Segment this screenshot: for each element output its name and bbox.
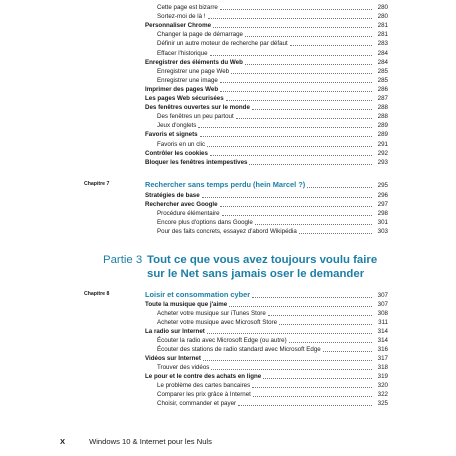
page-number: 283: [377, 40, 388, 48]
leader-dots: [222, 215, 372, 216]
toc-entry[interactable]: [0, 112, 456, 121]
page-number: 314: [377, 337, 388, 344]
toc-entry-label: Stratégies de base: [145, 192, 200, 199]
toc-entry-label: La radio sur Internet: [145, 328, 205, 335]
toc-entry-label: Des fenêtres un peu partout: [157, 113, 234, 121]
toc-entry-label: Définir un autre moteur de recherche par défaut: [157, 40, 288, 48]
toc-entry-label: Enregistrer une page Web: [157, 67, 230, 75]
toc-entry-label: Toute la musique que j'aime: [145, 301, 228, 308]
leader-dots: [245, 64, 372, 65]
page-number: 286: [377, 85, 388, 93]
page-number: 297: [377, 200, 388, 208]
leader-dots: [279, 324, 372, 325]
toc-entry-label: Enregistrer une image: [157, 76, 218, 84]
toc-entry[interactable]: [0, 121, 456, 130]
toc-entry-label: Le problème des cartes bancaires: [157, 382, 251, 389]
leader-dots: [252, 109, 372, 110]
page-number: 281: [377, 31, 388, 39]
toc-entry[interactable]: [0, 318, 456, 327]
toc-entry[interactable]: [0, 399, 456, 408]
leader-dots: [238, 405, 372, 406]
chapter-7-heading[interactable]: [0, 179, 456, 190]
page-number: 298: [377, 209, 388, 217]
page-number: 314: [377, 328, 388, 335]
leader-dots: [226, 100, 372, 101]
page-number: 293: [377, 158, 388, 166]
toc-entry-label: Les pages Web sécurisées: [145, 95, 224, 102]
toc-entry-label: Favoris en un clic: [157, 140, 206, 148]
page-number: 307: [377, 292, 388, 299]
toc-entry[interactable]: [0, 3, 456, 12]
toc-entry[interactable]: [0, 103, 456, 112]
page-number: 287: [377, 95, 388, 102]
leader-dots: [207, 333, 372, 334]
toc-entry-label: Jeux d'onglets: [157, 122, 197, 130]
leader-dots: [236, 118, 372, 119]
page-number: 285: [377, 76, 388, 84]
leader-dots: [208, 18, 373, 19]
toc-entry-label: Personnaliser Chrome: [145, 22, 212, 30]
toc-entry[interactable]: [0, 76, 456, 85]
toc-entry[interactable]: [0, 336, 456, 345]
leader-dots: [249, 164, 372, 165]
toc-entry-label: Bloquer les fenêtres intempestives: [145, 158, 248, 166]
page-number: 288: [377, 113, 388, 121]
chapter-tag: Chapitre 8: [84, 291, 110, 297]
leader-dots: [263, 378, 372, 379]
page-number: 308: [377, 310, 388, 317]
toc-entry-label: Changer la page de démarrage: [157, 31, 243, 39]
toc-entry[interactable]: [0, 149, 456, 158]
toc-entry-label: Acheter votre musique sur iTunes Store: [157, 310, 266, 317]
leader-dots: [229, 306, 372, 307]
leader-dots: [203, 360, 372, 361]
page-number: 280: [377, 4, 388, 11]
page-number: 288: [377, 104, 388, 112]
leader-dots: [220, 9, 372, 10]
toc-entry[interactable]: [0, 67, 456, 76]
page-number: 325: [377, 400, 388, 407]
toc-entry-label: Vidéos sur Internet: [145, 355, 201, 362]
page-number: 311: [378, 319, 388, 326]
toc-entry[interactable]: [0, 372, 456, 381]
leader-dots: [245, 36, 372, 37]
toc-entry-label: Écouter des stations de radio standard avec Microsoft Edge: [157, 346, 321, 353]
page-number: 284: [377, 58, 388, 66]
leader-dots: [307, 187, 372, 188]
leader-dots: [210, 155, 372, 156]
toc-entry[interactable]: [0, 140, 456, 149]
toc-entry[interactable]: [0, 191, 456, 200]
toc-entry[interactable]: [0, 200, 456, 209]
toc-entry[interactable]: [0, 327, 456, 336]
page-number: 317: [377, 355, 388, 362]
toc-entry[interactable]: [0, 158, 456, 167]
leader-dots: [210, 55, 372, 56]
part-title: [147, 253, 397, 281]
chapter-title: Rechercher sans temps perdu (hein Marcel ?): [145, 180, 306, 189]
leader-dots: [202, 197, 372, 198]
toc-entry[interactable]: [0, 94, 456, 103]
leader-dots: [213, 27, 372, 28]
page-number: 291: [377, 140, 388, 148]
toc-entry-label: Encore plus d'options dans Google: [157, 218, 253, 226]
part-title-line-1: Tout ce que vous avez toujours voulu faire: [147, 254, 378, 266]
toc-entry-label: Comparer les prix grâce à Internet: [157, 391, 251, 398]
leader-dots: [299, 233, 372, 234]
toc-entry-label: Enregistrer des éléments du Web: [145, 58, 243, 66]
toc-entry-label: Rechercher avec Google: [145, 200, 218, 208]
page-number: 303: [377, 227, 388, 235]
leader-dots: [255, 224, 372, 225]
leader-dots: [252, 387, 372, 388]
leader-dots: [323, 351, 372, 352]
page-number: 284: [377, 49, 388, 57]
page-number: 289: [377, 122, 388, 130]
toc-entry-label: Pour des faits concrets, essayez d'abord Wikipédia: [157, 227, 297, 235]
part-title-line-2: sur le Net sans jamais oser le demander: [147, 268, 365, 280]
leader-dots: [200, 136, 372, 137]
leader-dots: [231, 73, 372, 74]
toc-entry[interactable]: [0, 300, 456, 309]
toc-entry-label: Choisir, commander et payer: [157, 400, 237, 407]
page-number: 289: [377, 131, 388, 139]
toc-entry[interactable]: [0, 363, 456, 372]
toc-entry-label: Procédure élémentaire: [157, 209, 220, 217]
page-footer: [60, 437, 212, 447]
toc-entry[interactable]: [0, 381, 456, 390]
chapter-tag: Chapitre 7: [84, 181, 110, 187]
toc-entry[interactable]: [0, 58, 456, 67]
toc-entry[interactable]: [0, 390, 456, 399]
chapter-title: Loisir et consommation cyber: [145, 290, 251, 299]
toc-entry-label: Écouter la radio avec Microsoft Edge (ou autre): [157, 337, 287, 344]
toc-entry[interactable]: [0, 218, 456, 227]
toc-entry[interactable]: [0, 21, 456, 30]
toc-entry-label: Effacer l'historique: [157, 49, 208, 57]
footer-page-number: X: [60, 437, 66, 446]
leader-dots: [289, 342, 372, 343]
leader-dots: [253, 396, 372, 397]
page-number: 280: [377, 13, 388, 21]
page-number: 292: [377, 149, 388, 157]
toc-entry[interactable]: [0, 130, 456, 139]
leader-dots: [220, 82, 372, 83]
toc-entry-label: Contrôler les cookies: [145, 149, 208, 157]
toc-entry[interactable]: [0, 49, 456, 58]
toc-entry[interactable]: [0, 39, 456, 48]
toc-entry[interactable]: [0, 30, 456, 39]
toc-entry[interactable]: [0, 227, 456, 236]
leader-dots: [211, 369, 372, 370]
chapter-8-heading[interactable]: [0, 289, 456, 300]
page-number: 295: [377, 182, 388, 189]
toc-entry[interactable]: [0, 354, 456, 363]
toc-entry[interactable]: [0, 209, 456, 218]
leader-dots: [268, 315, 372, 316]
leader-dots: [220, 206, 372, 207]
toc-entry-label: Acheter votre musique avec Microsoft Store: [157, 319, 278, 326]
page-number: 319: [377, 373, 388, 380]
toc-entry[interactable]: [0, 85, 456, 94]
page-number: 320: [377, 382, 388, 389]
toc-entry-label: Sortez-moi de là !: [157, 13, 206, 21]
toc-entry[interactable]: [0, 12, 456, 21]
toc-entry-label: Imprimer des pages Web: [145, 85, 219, 93]
footer-book-title: Windows 10 & Internet pour les Nuls: [89, 437, 212, 446]
toc-entry-label: Favoris et signets: [145, 131, 198, 139]
leader-dots: [220, 91, 372, 92]
toc-entry-label: Des fenêtres ouvertes sur le monde: [145, 104, 250, 112]
toc-entry-label: Trouver des vidéos: [157, 364, 210, 371]
page-number: 322: [377, 391, 388, 398]
toc-entry[interactable]: [0, 309, 456, 318]
leader-dots: [290, 45, 372, 46]
leader-dots: [207, 146, 372, 147]
page-number: 296: [377, 192, 388, 199]
page-number: 301: [377, 218, 388, 226]
toc-entry-label: Le pour et le contre des achats en ligne: [145, 373, 262, 380]
page-number: 285: [377, 67, 388, 75]
leader-dots: [252, 297, 372, 298]
page-number: 316: [377, 346, 388, 353]
toc-entry[interactable]: [0, 345, 456, 354]
page-number: 307: [377, 301, 388, 308]
page-number: 281: [377, 22, 388, 30]
toc-entry-label: Cette page est bizarre: [157, 4, 218, 11]
part-number: Partie 3: [103, 254, 143, 266]
leader-dots: [198, 127, 372, 128]
page-number: 318: [377, 364, 388, 371]
